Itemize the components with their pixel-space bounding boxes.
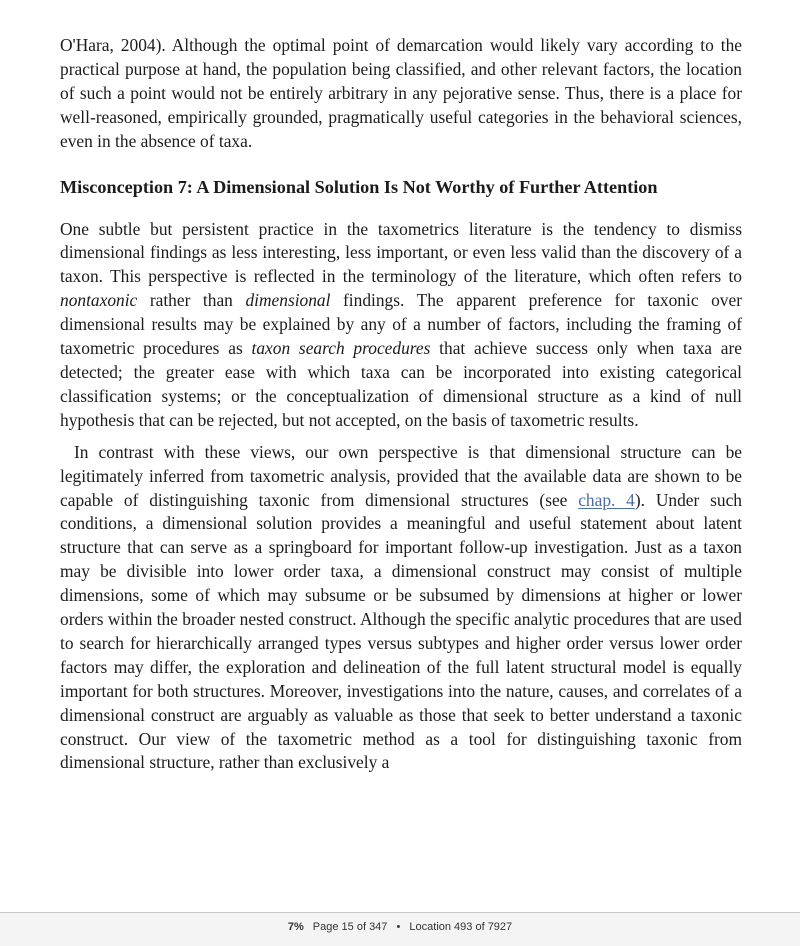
paragraph-3: [60, 441, 742, 776]
paragraph-3-text-1: In contrast with these views, our own perspective is that dimensional structure can be legitimately inferred from taxometric analysis, provided that the available data are shown to be capable of distinguishing taxonic from dimensional structures (see: [60, 441, 742, 510]
paragraph-2-text-2: rather than: [137, 290, 246, 311]
paragraph-2-text-4: that achieve success only when taxa are detected; the greater ease with which taxa can be incorporated into existing categorical classification systems; or the conceptualization of dimensional structure as a kind of null hypothesis that can be rejected, but not accepted, on the basis of taxometric results.: [60, 338, 743, 430]
page-text: [60, 34, 742, 775]
location-indicator: Location 493 of 7927: [409, 921, 513, 933]
page-indicator: Page 15 of 347: [312, 921, 388, 933]
paragraph-2: [60, 218, 742, 433]
paragraph-3-text-2: ). Under such conditions, a dimensional solution provides a meaningful and useful statement about latent structure that can serve as a springboard for important follow-up investigation. Just as a taxon may be divisible into lower order taxa, a dimensional construct may consist of multiple dimensions, some of which may subsume or be subsumed by dimensions at higher or lower orders within the broader nested construct. Although the specific analytic procedures that are used to search for hierarchically arranged types versus subtypes and higher order versus lower order factors may differ, the exploration and delineation of the full latent structural model is equally important for both structures. Moreover, investigations into the nature, causes, and correlates of a dimensional construct are arguably as valuable as those that seek to better understand a taxonic construct. Our view of the taxometric method as a tool for distinguishing taxonic from dimensional structure, rather than exclusively a: [60, 489, 742, 773]
paragraph-2-text-1: One subtle but persistent practice in the taxometrics literature is the tendency to dismiss dimensional findings as less interesting, less important, or even less valid than the discovery of a taxon. This perspective is reflected in the terminology of the literature, which often refers to: [60, 218, 742, 287]
emphasis-taxon-search: taxon search procedures: [251, 338, 431, 359]
reading-progress-percent: 7%: [287, 921, 304, 933]
emphasis-dimensional: dimensional: [245, 290, 331, 311]
status-bar-content: [0, 921, 800, 933]
reading-status-bar: [0, 912, 800, 946]
emphasis-nontaxonic: nontaxonic: [60, 290, 138, 311]
paragraph-2-text-3: findings. The apparent preference for taxonic over dimensional results may be explained by any of a number of factors, including the framing of taxometric procedures as: [60, 290, 742, 359]
status-separator: •: [396, 921, 401, 933]
paragraph-intro: O'Hara, 2004). Although the optimal point of demarcation would likely vary according to the practical purpose at hand, the population being classified, and other relevant factors, the location of such a point would not be entirely arbitrary in any pejorative sense. Thus, there is a place for well-reasoned, empirically grounded, pragmatically useful categories in the behavioral sciences, even in the absence of taxa.: [60, 35, 742, 151]
chapter-4-link[interactable]: chap. 4: [578, 489, 635, 510]
section-heading: Misconception 7: A Dimensional Solution Is Not Worthy of Further Attention: [60, 176, 658, 197]
